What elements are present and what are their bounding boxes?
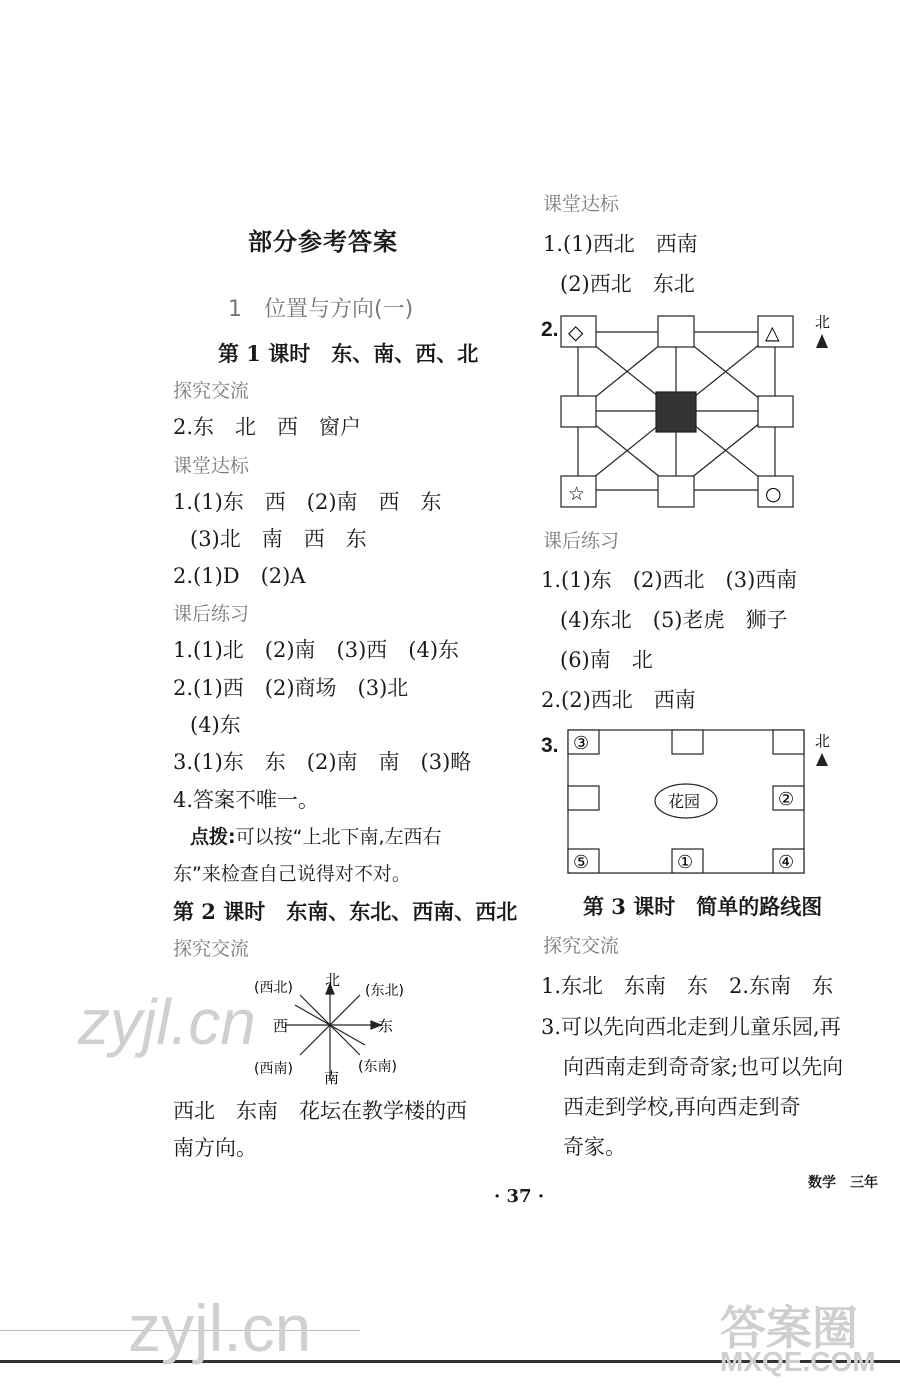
map-mark: ① xyxy=(677,852,694,873)
answer-line: 西走到学校,再向西走到奇 xyxy=(563,1095,801,1119)
star-icon: ☆ xyxy=(568,483,586,505)
compass-west: 西 xyxy=(273,1017,289,1035)
answer-line: 1.东北 东南 东 2.东南 东 xyxy=(541,974,834,998)
answer-line: 2.(1)D (2)A xyxy=(173,564,306,588)
lesson1-title: 第 1 课时 东、南、西、北 xyxy=(218,341,479,366)
answer-line: (4)东 xyxy=(190,713,241,737)
answer-line: 西北 东南 花坛在教学楼的西 xyxy=(173,1099,467,1123)
q3-label: 3. xyxy=(541,734,559,757)
garden-label: 花园 xyxy=(668,792,701,811)
map-mark: ⑤ xyxy=(573,852,590,873)
compass-east: 东 xyxy=(378,1017,394,1035)
answer-line: 向西南走到奇奇家;也可以先向 xyxy=(563,1055,844,1079)
section-explore: 探究交流 xyxy=(543,935,620,957)
answer-line: 1.(1)东 西 (2)南 西 东 xyxy=(173,490,442,514)
hint-label: 点拨: xyxy=(190,826,236,848)
page-number: · 37 · xyxy=(494,1186,545,1207)
map-mark: ② xyxy=(778,789,795,810)
map-north-label: 北 xyxy=(815,732,831,750)
compass-se: (东南) xyxy=(358,1059,397,1075)
answer-line: 1.(1)东 (2)西北 (3)西南 xyxy=(541,568,798,592)
answer-line: (3)北 南 西 东 xyxy=(190,527,367,551)
answer-line: 1.(1)北 (2)南 (3)西 (4)东 xyxy=(173,638,460,662)
watermark: zyjl.cn xyxy=(128,1291,312,1365)
answer-line: (4)东北 (5)老虎 狮子 xyxy=(560,608,788,632)
answer-line: (6)南 北 xyxy=(560,648,653,672)
answer-line: 南方向。 xyxy=(173,1136,257,1160)
answer-line: (2)西北 东北 xyxy=(560,272,695,296)
compass-north: 北 xyxy=(325,971,341,989)
grid-diagram xyxy=(550,310,850,515)
watermark: 答案圈 xyxy=(720,1302,858,1354)
section-homework: 课后练习 xyxy=(173,603,250,625)
compass-south: 南 xyxy=(324,1069,340,1085)
answer-line: 2.(1)西 (2)商场 (3)北 xyxy=(173,676,409,700)
section-classwork: 课堂达标 xyxy=(543,193,620,215)
hint-text: 可以按“上北下南,左西右 xyxy=(235,826,442,848)
watermark: zyjl.cn xyxy=(78,986,256,1058)
answer-line: 4.答案不唯一。 xyxy=(173,788,320,812)
section-explore: 探究交流 xyxy=(173,938,250,960)
watermark: MXQE.COM xyxy=(720,1346,876,1377)
circle-icon: ○ xyxy=(765,483,782,505)
answer-line: 3.(1)东 东 (2)南 南 (3)略 xyxy=(173,750,472,774)
compass-diagram xyxy=(240,970,440,1085)
answer-line: 3.可以先向西北走到儿童乐园,再 xyxy=(541,1015,841,1039)
section-homework: 课后练习 xyxy=(543,530,620,552)
section-classwork: 课堂达标 xyxy=(173,455,250,477)
triangle-icon: △ xyxy=(765,322,780,344)
lesson3-title: 第 3 课时 简单的路线图 xyxy=(583,894,823,919)
footer-subject: 数学 三年 xyxy=(808,1175,878,1191)
compass-sw: (西南) xyxy=(254,1061,293,1077)
section-explore: 探究交流 xyxy=(173,380,250,402)
hint-line-2: 东”来检查自己说得对不对。 xyxy=(173,863,411,885)
grid-north-label: 北 xyxy=(815,313,831,331)
north-arrow-icon xyxy=(816,753,828,766)
map-diagram xyxy=(560,725,850,880)
answer-line: 2.东 北 西 窗户 xyxy=(173,415,362,439)
answer-line: 奇家。 xyxy=(563,1135,626,1159)
map-mark: ③ xyxy=(573,733,590,754)
map-mark: ④ xyxy=(778,852,795,873)
page-title: 部分参考答案 xyxy=(248,228,398,256)
compass-nw: (西北) xyxy=(254,980,293,996)
answer-line: 2.(2)西北 西南 xyxy=(541,688,696,712)
compass-ne: (东北) xyxy=(365,983,404,999)
q2-label: 2. xyxy=(541,318,559,341)
unit-heading: 1 位置与方向(一) xyxy=(228,297,414,322)
lesson2-title: 第 2 课时 东南、东北、西南、西北 xyxy=(173,899,518,924)
hint-line xyxy=(190,823,442,851)
north-arrow-icon xyxy=(816,334,828,348)
answer-line: 1.(1)西北 西南 xyxy=(543,232,698,256)
diamond-icon: ◇ xyxy=(568,320,584,344)
